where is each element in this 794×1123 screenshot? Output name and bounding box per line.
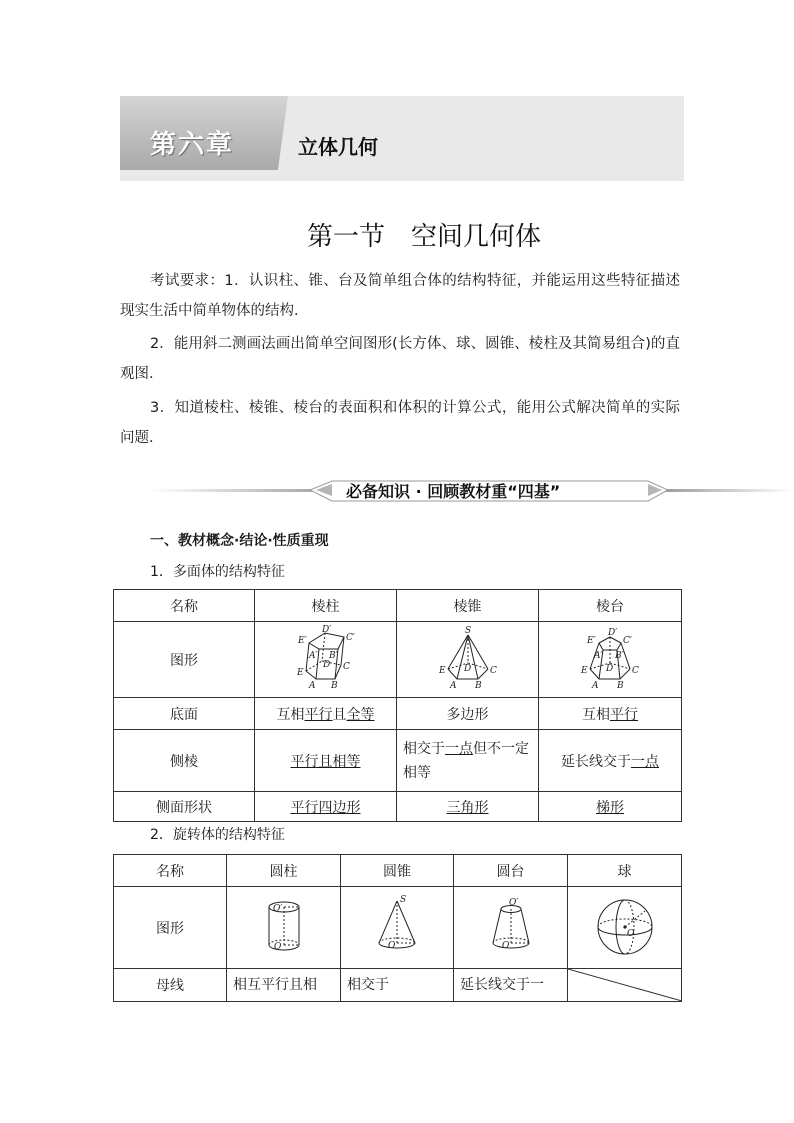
- frustum-label: A′: [594, 650, 603, 661]
- section-heading-1: 一、教材概念·结论·性质重现: [150, 533, 329, 549]
- header-frustum: 棱台: [539, 590, 682, 622]
- cone-generatrix: 相交于: [341, 969, 454, 1002]
- pyramid-base: 多边形: [397, 698, 539, 730]
- cone-figure-cell: [341, 887, 454, 969]
- prism-label: B′: [328, 650, 338, 661]
- frustum-label: B′: [615, 650, 624, 661]
- pyramid-label: D: [463, 663, 471, 674]
- frustum2-figure-cell: [454, 887, 568, 969]
- header-prism: 棱柱: [255, 590, 397, 622]
- cylinder-label: O′: [272, 903, 282, 914]
- header-pyramid: 棱锥: [397, 590, 539, 622]
- revolution-table: [113, 854, 682, 1002]
- frustum-label: E: [581, 665, 588, 676]
- cylinder-figure: [244, 893, 324, 959]
- pyramid-figure-cell: [397, 622, 539, 698]
- cone-figure: [357, 893, 437, 959]
- prism-label: A′: [308, 650, 318, 661]
- chapter-label: 第六章: [150, 130, 235, 160]
- requirement-3: 3．知道棱柱、棱锥、棱台的表面积和体积的计算公式，能用公式解决简单的实际问题．: [120, 400, 680, 446]
- frustum-label: C: [632, 665, 639, 676]
- divider-text: 必备知识 · 回顾教材重“四基”: [346, 482, 561, 501]
- prism-base: 互相平行且全等: [255, 698, 397, 730]
- prism-label: D′: [321, 624, 331, 635]
- pyramid-figure: [423, 625, 513, 691]
- subheading-solids-of-revolution: 2．旋转体的结构特征: [150, 827, 285, 843]
- frustum-label: D: [606, 663, 614, 674]
- cylinder-generatrix: 相互平行且相: [227, 969, 341, 1002]
- pyramid-label: A: [449, 680, 456, 691]
- frustum-base: 互相平行: [539, 698, 682, 730]
- sphere-label: O: [626, 928, 634, 939]
- requirement-2: 2．能用斜二测画法画出简单空间图形(长方体、球、圆锥、棱柱及其简易组合)的直观图．: [120, 336, 680, 382]
- header-cone: 圆锥: [341, 855, 454, 887]
- prism-label: C: [342, 661, 350, 672]
- row-label-generatrix: 母线: [114, 969, 227, 1002]
- pyramid-label: E: [438, 665, 446, 676]
- row-label-base: 底面: [114, 698, 255, 730]
- header-cylinder: 圆柱: [227, 855, 341, 887]
- prism-label: C′: [345, 632, 355, 643]
- prism-label: D: [322, 659, 330, 670]
- diagonal-slash: [568, 969, 682, 1001]
- cylinder-label: O: [273, 941, 281, 952]
- prism-edge: 平行且相等: [255, 730, 397, 792]
- polyhedra-table: [113, 589, 682, 822]
- pyramid-label: S: [464, 625, 471, 636]
- sphere-figure-cell: [568, 887, 682, 969]
- prism-figure: [281, 625, 371, 691]
- header-sphere: 球: [568, 855, 682, 887]
- prism-label: E′: [297, 635, 307, 646]
- cone-frustum-label: O′: [508, 897, 518, 908]
- frustum-label: C′: [623, 635, 632, 646]
- prism-label: A: [308, 680, 315, 691]
- cylinder-figure-cell: [227, 887, 341, 969]
- frustum-figure: [565, 625, 655, 691]
- frustum-face: 梯形: [539, 792, 682, 822]
- frustum-label: A: [592, 680, 599, 691]
- frustum-edge: 延长线交于一点: [539, 730, 682, 792]
- divider-line-right: [662, 489, 794, 492]
- subheading-polyhedra: 1．多面体的结构特征: [150, 564, 285, 580]
- pyramid-label: C: [489, 665, 497, 676]
- prism-label: E: [296, 667, 304, 678]
- pyramid-label: B: [474, 680, 482, 691]
- frustum-label: D′: [608, 627, 618, 638]
- cone-label: O: [388, 940, 396, 951]
- row-label-figure: 图形: [114, 622, 255, 698]
- frustum-generatrix: 延长线交于一: [454, 969, 568, 1002]
- requirement-1: 考试要求：1．认识柱、锥、台及简单组合体的结构特征，并能运用这些特征描述现实生活中简单物体的结构．: [120, 273, 680, 319]
- frustum-label: E′: [587, 635, 596, 646]
- header-frustum: 圆台: [454, 855, 568, 887]
- frustum-label: B: [617, 680, 624, 691]
- prism-face: 平行四边形: [255, 792, 397, 822]
- row-label-edge: 侧棱: [114, 730, 255, 792]
- prism-figure-cell: [255, 622, 397, 698]
- cone-label: S: [400, 894, 407, 905]
- frustum-figure-cell: [539, 622, 682, 698]
- pyramid-edge: 相交于一点但不一定相等: [397, 730, 539, 792]
- chapter-title: 立体几何: [298, 135, 378, 159]
- row-label-figure: 图形: [114, 887, 227, 969]
- sphere-figure: [585, 893, 665, 959]
- prism-label: B: [330, 680, 338, 691]
- section-title: 第一节 空间几何体: [306, 222, 541, 252]
- cone-frustum-figure: [471, 893, 551, 959]
- header-name: 名称: [114, 590, 255, 622]
- pyramid-face: 三角形: [397, 792, 539, 822]
- header-name: 名称: [114, 855, 227, 887]
- cone-frustum-label: O: [501, 940, 509, 951]
- row-label-face: 侧面形状: [114, 792, 255, 822]
- sphere-generatrix: [568, 969, 682, 1002]
